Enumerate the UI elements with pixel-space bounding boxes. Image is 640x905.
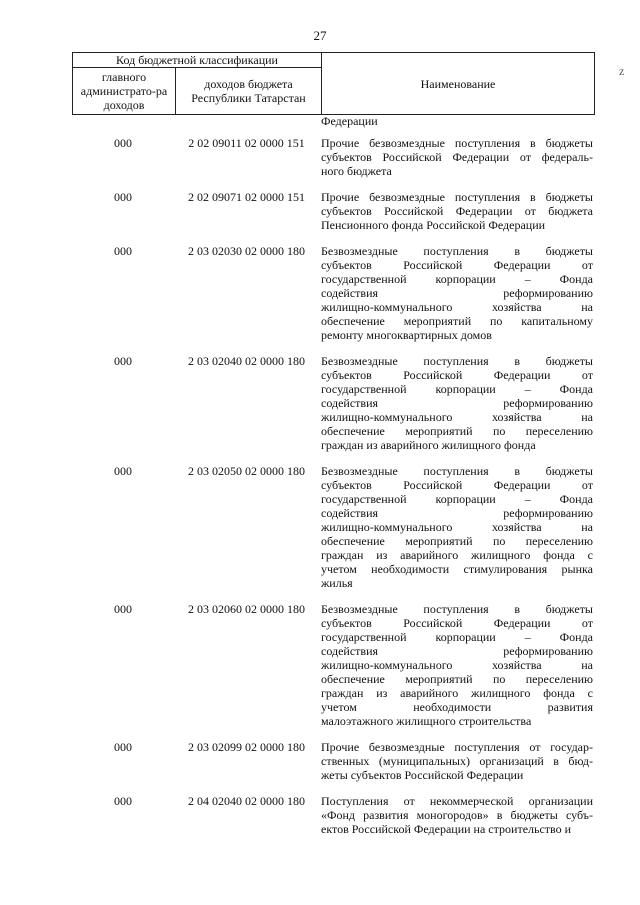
name-cell — [319, 464, 593, 590]
page-number: 27 — [313, 28, 327, 43]
name-line: обеспечение мероприятий по переселению — [321, 672, 593, 686]
admin-code-cell: 000 — [114, 136, 132, 150]
name-line: субъектов Российской Федерации от федераль- — [321, 150, 593, 164]
name-line: государственной корпорации – Фонда — [321, 382, 593, 396]
name-line: граждан из аварийного жилищного фонда с — [321, 548, 593, 562]
name-line: содействия реформированию — [321, 644, 593, 658]
table-row — [72, 602, 593, 728]
budget-code-cell: 2 02 09011 02 0000 151 — [188, 136, 305, 150]
name-line: ного бюджета — [321, 164, 392, 178]
name-line: обеспечение мероприятий по переселению — [321, 424, 593, 438]
admin-code-cell: 000 — [114, 244, 132, 258]
name-cell — [319, 136, 593, 178]
budget-code-cell: 2 02 09071 02 0000 151 — [188, 190, 305, 204]
name-line: Прочие безвозмездные поступления в бюджеты — [321, 190, 593, 204]
name-line: «Фонд развития моногородов» в бюджеты субъ- — [321, 808, 593, 822]
table-row — [72, 464, 593, 590]
name-line: субъектов Российской Федерации от — [321, 478, 593, 492]
name-line: государственной корпорации – Фонда — [321, 630, 593, 644]
name-line: Безвозмездные поступления в бюджеты — [321, 244, 593, 258]
margin-mark: z — [619, 64, 625, 78]
table-rows — [72, 136, 593, 836]
name-line: учетом необходимости развития — [321, 700, 593, 714]
table-row — [72, 136, 593, 178]
table-header — [72, 52, 595, 115]
name-line: государственной корпорации – Фонда — [321, 492, 593, 506]
name-line: субъектов Российской Федерации от бюджета — [321, 204, 593, 218]
name-line: Прочие безвозмездные поступления от государ- — [321, 740, 593, 754]
name-line: жилищно-коммунального хозяйства на — [321, 520, 593, 534]
name-line: ственных (муниципальных) организаций в бюд- — [321, 754, 593, 768]
continuation-row — [72, 114, 593, 136]
name-cell — [319, 354, 593, 452]
header-code-column: доходов бюджета Республики Татарстан — [176, 68, 322, 115]
name-cell — [319, 244, 593, 342]
name-line: малоэтажного жилищного строительства — [321, 714, 532, 728]
name-line: жеты субъектов Российской Федерации — [321, 768, 524, 782]
table-row — [72, 190, 593, 232]
name-line: жилищно-коммунального хозяйства на — [321, 300, 593, 314]
name-line: обеспечение мероприятий по переселению — [321, 534, 593, 548]
table-row — [72, 794, 593, 836]
name-line: граждан из аварийного жилищного фонда с — [321, 686, 593, 700]
budget-code-cell: 2 03 02030 02 0000 180 — [188, 244, 305, 258]
name-line: субъектов Российской Федерации от — [321, 258, 593, 272]
name-cell — [319, 740, 593, 782]
name-line: содействия реформированию — [321, 396, 593, 410]
name-cell — [319, 602, 593, 728]
name-line: жилищно-коммунального хозяйства на — [321, 410, 593, 424]
name-line: субъектов Российской Федерации от — [321, 368, 593, 382]
name-line: субъектов Российской Федерации от — [321, 616, 593, 630]
admin-code-cell: 000 — [114, 190, 132, 204]
budget-code-cell: 2 03 02050 02 0000 180 — [188, 464, 305, 478]
name-line: ремонту многоквартирных домов — [321, 328, 492, 342]
name-cell — [319, 190, 593, 232]
table-body — [72, 114, 593, 848]
name-line: Безвозмездные поступления в бюджеты — [321, 602, 593, 616]
header-admin-column: главного администрато-ра доходов — [73, 68, 176, 115]
name-line: государственной корпорации – Фонда — [321, 272, 593, 286]
budget-code-cell: 2 03 02099 02 0000 180 — [188, 740, 305, 754]
admin-code-cell: 000 — [114, 354, 132, 368]
name-line: Прочие безвозмездные поступления в бюджеты — [321, 136, 593, 150]
continuation-text: Федерации — [321, 114, 378, 128]
name-cell — [319, 794, 593, 836]
name-line: Безвозмездные поступления в бюджеты — [321, 354, 593, 368]
table-row — [72, 244, 593, 342]
name-line: Пенсионного фонда Российской Федерации — [321, 218, 546, 232]
admin-code-cell: 000 — [114, 464, 132, 478]
name-line: Безвозмездные поступления в бюджеты — [321, 464, 593, 478]
admin-code-cell: 000 — [114, 794, 132, 808]
name-line: обеспечение мероприятий по капитальному — [321, 314, 593, 328]
admin-code-cell: 000 — [114, 740, 132, 754]
header-group-label: Код бюджетной классификации — [73, 53, 322, 68]
name-line: жилья — [321, 576, 353, 590]
name-line: учетом необходимости стимулирования рынка — [321, 562, 593, 576]
budget-code-cell: 2 03 02060 02 0000 180 — [188, 602, 305, 616]
admin-code-cell: 000 — [114, 602, 132, 616]
name-line: граждан из аварийного жилищного фонда — [321, 438, 536, 452]
name-line: содействия реформированию — [321, 286, 593, 300]
name-line: ектов Российской Федерации на строительство и — [321, 822, 572, 836]
name-line: содействия реформированию — [321, 506, 593, 520]
header-name-column: Наименование — [322, 53, 595, 115]
table-row — [72, 354, 593, 452]
name-line: жилищно-коммунального хозяйства на — [321, 658, 593, 672]
table-row — [72, 740, 593, 782]
name-line: Поступления от некоммерческой организации — [321, 794, 593, 808]
budget-code-cell: 2 03 02040 02 0000 180 — [188, 354, 305, 368]
budget-code-cell: 2 04 02040 02 0000 180 — [188, 794, 305, 808]
